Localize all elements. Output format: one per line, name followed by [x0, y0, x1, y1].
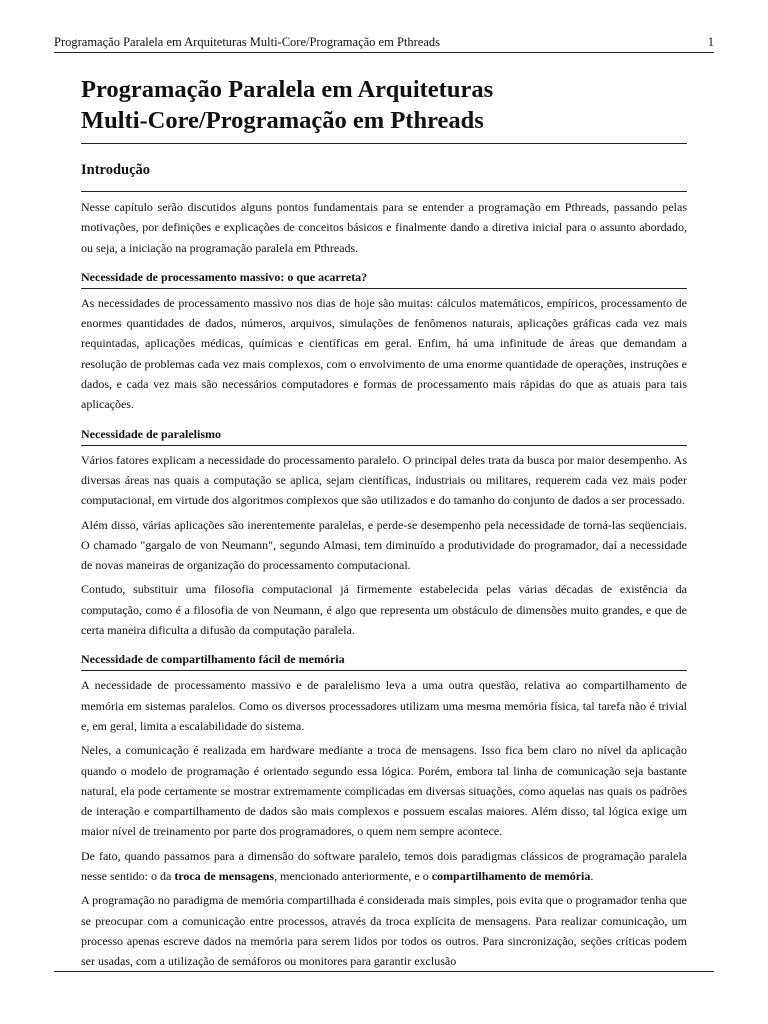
paradigm-text-2: , mencionado anteriormente, e o: [274, 869, 432, 884]
paragraph: Vários fatores explicam a necessidade do processamento paralelo. O principal deles trata da busca por maior desempenho. As diversas áreas nas quais a computação se aplica, sejam científicas, industriais ou militares, requerem cada vez mais poder computacional, em virtude dos algoritmos complexos que são utilizados e do tamanho do conjunto de dados a ser processado.: [81, 452, 687, 508]
paradigm-text-1: De fato, quando passamos para a dimensão do software paralelo, temos dois paradigmas clássicos de programação paralela nesse sentido: o da: [81, 848, 687, 884]
page-title: [81, 74, 687, 136]
page-title-line-2: Multi-Core/Programação em Pthreads: [81, 107, 484, 134]
footer-divider: [54, 971, 714, 972]
section-divider: [81, 445, 687, 446]
paragraph: Neles, a comunicação é realizada em hardware mediante a troca de mensagens. Isso fica bem claro no nível da aplicação quando o modelo de programação é orientado segundo essa lógica. Porém, embora tal linha de comunicação seja bastante natural, ela pode certamente se mostrar extremamente complicadas em diversas situações, como aquelas nas quais os padrões de interação e compartilhamento de dados são mais complexos e possuem escalas maiores. Além disso, tal lógica exige um maior nível de treinamento por parte dos programadores, o quem nem sempre acontece.: [81, 743, 687, 839]
page-title-line-1: Programação Paralela em Arquiteturas: [81, 76, 494, 103]
paradigm-bold-troca-de-mensagens: troca de mensagens: [174, 869, 275, 884]
intro-paragraph: Nesse capítulo serão discutidos alguns pontos fundamentais para se entender a programação em Pthreads, passando pelas motivações, por definições e explicações de conceitos básicos e finalmente dando a diretiva inicial para o assunto abordado, ou seja, a iniciação na programação paralela em Pthreads.: [81, 200, 687, 255]
section-heading-paralelismo: Necessidade de paralelismo: [81, 426, 221, 441]
section-heading-compartilhamento-memoria: Necessidade de compartilhamento fácil de memória: [81, 652, 345, 667]
paradigm-paragraph: [81, 846, 687, 887]
page-number: 1: [707, 35, 714, 49]
running-header-title: Programação Paralela em Arquiteturas Multi-Core/Programação em Pthreads: [54, 35, 440, 49]
paragraph: Além disso, várias aplicações são inerentemente paralelas, e perde-se desempenho pela necessidade de torná-las seqüenciais. O chamado "gargalo de von Neumann", segundo Almasi, tem diminuído a produtividade do programador, daí a necessidade de novas maneiras de organização do processamento computacional.: [81, 517, 687, 573]
paradigm-text-3: .: [590, 869, 594, 884]
paradigm-bold-compartilhamento: compartilhamento de memória: [431, 869, 591, 884]
paragraph: Contudo, substituir uma filosofia computacional já firmemente estabelecida pelas várias décadas de existência da computação, como é a filosofia de von Neumann, é algo que representa um obstáculo de dimensões muito grandes, e que de certa maneira dificulta a difusão da computação paralela.: [81, 582, 687, 638]
section-divider: [81, 288, 687, 289]
section-divider: [81, 670, 687, 671]
paragraph: As necessidades de processamento massivo nos dias de hoje são muitas: cálculos matemáticos, empíricos, processamento de enormes quantidades de dados, números, arquivos, simulações de fenômenos naturais, aplicações gráficas cada vez mais requintadas, aplicações médicas, químicas e científicas em geral. Enfim, há uma infinitude de áreas que demandam a resolução de problemas cada vez mais complexos, com o envolvimento de uma enorme quantidade de operações, instruções e dados, e cada vez mais são necessários computadores e formas de processamento mais rápidas do que as atuais para tais aplicações.: [81, 295, 687, 412]
article-content: [81, 74, 687, 976]
section-heading-processamento-massivo: Necessidade de processamento massivo: o que acarreta?: [81, 269, 368, 284]
intro-divider: [81, 191, 687, 192]
paragraph: A programação no paradigma de memória compartilhada é considerada mais simples, pois evita que o programador tenha que se preocupar com a comunicação entre processos, através da troca explícita de mensagens. Para realizar comunicação, um processo apenas escreve dados na memória para serem lidos por todos os outros. Para sincronização, seções críticas podem ser usadas, com a utilização de semáforos ou monitores para garantir exclusão: [81, 893, 687, 969]
title-divider: [81, 143, 687, 144]
running-header: [54, 35, 714, 53]
paragraph: A necessidade de processamento massivo e de paralelismo leva a uma outra questão, relativa ao compartilhamento de memória em sistemas paralelos. Como os diversos processadores utilizam uma mesma memória física, tal tarefa não é trivial e, em geral, limita a escalabilidade do sistema.: [81, 678, 687, 733]
intro-heading: Introdução: [81, 162, 151, 178]
